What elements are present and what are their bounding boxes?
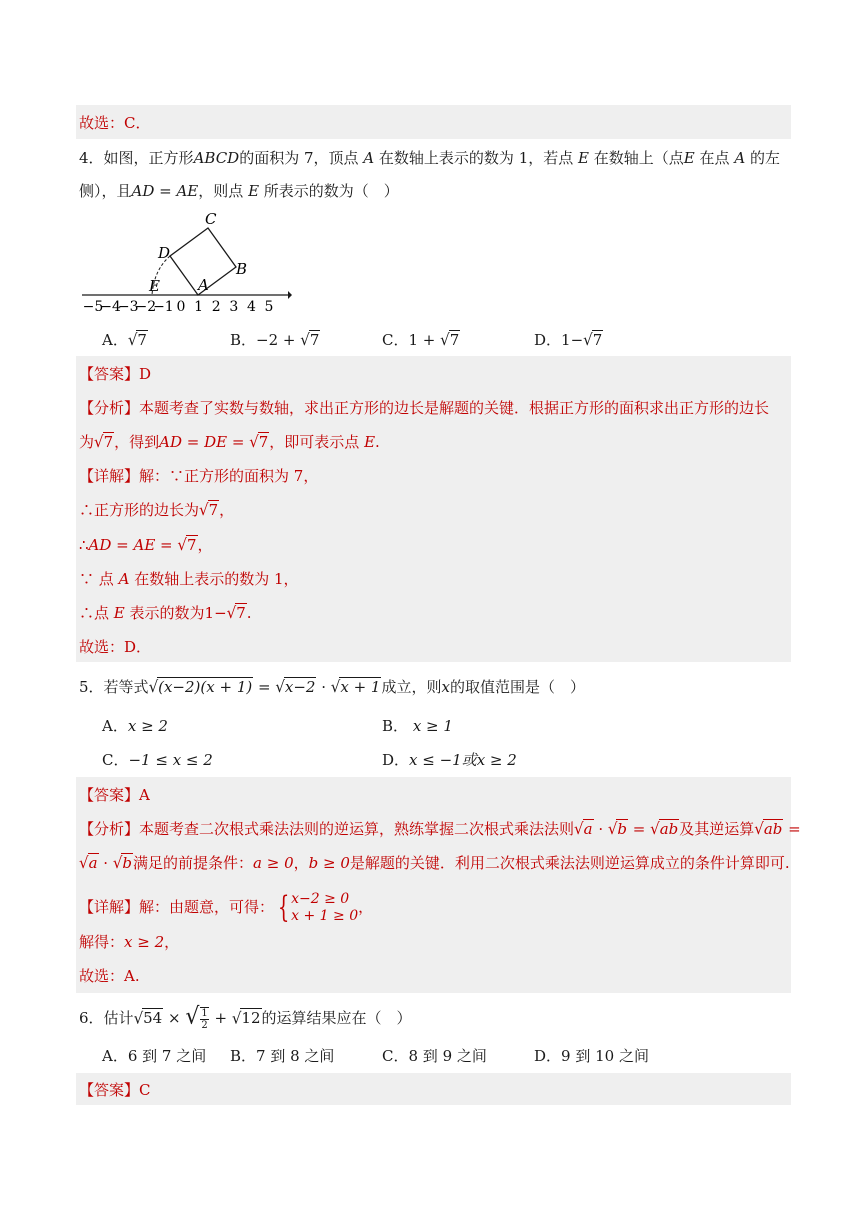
q4-figure	[76, 208, 296, 316]
q5-analysis-line1	[79, 819, 801, 839]
q3-final-label: 故选	[79, 114, 110, 132]
q6-option-a	[102, 1046, 206, 1066]
q4-point-e: E	[578, 149, 589, 167]
option-text: 6 到 7 之间	[127, 1047, 207, 1065]
option-text: 7 到 8 之间	[256, 1047, 335, 1065]
analysis-text: ·	[98, 854, 113, 872]
q5-final-line	[79, 966, 140, 986]
radicand: a	[583, 820, 593, 838]
final-text: 故选：A.	[79, 967, 140, 985]
radicand: 7	[449, 331, 460, 349]
detail-text: 解得：	[79, 933, 125, 951]
radicand: 7	[103, 433, 114, 451]
radicand: 7	[258, 433, 269, 451]
sqrt-sign: √	[574, 819, 584, 839]
fraction-numerator: 1	[201, 1008, 208, 1019]
q4-stem-text: 如图，正方形	[103, 149, 194, 167]
radicand: ab	[763, 820, 783, 838]
option-letter: C．	[382, 331, 409, 349]
detail-text: ，	[164, 933, 180, 951]
option-text: x ≥ 2	[127, 717, 168, 735]
tick-label: −4	[100, 299, 121, 315]
detail-text: ∴	[79, 536, 89, 554]
q4-point-e: E	[683, 149, 695, 167]
sqrt-sign: √	[185, 1003, 200, 1030]
analysis-text: .	[375, 433, 380, 451]
label-b: B	[236, 260, 248, 278]
label-d: D	[158, 244, 171, 262]
tick-label: 0	[176, 299, 186, 315]
q4-detail-line5	[79, 603, 252, 623]
q5-option-c	[102, 750, 213, 770]
option-letter: C．	[102, 751, 129, 769]
radicand: a	[88, 854, 98, 872]
radicand: x−2	[284, 678, 316, 696]
radicand: (x−2)(x + 1)	[158, 678, 253, 696]
detail-text: 表示的数为1−	[129, 604, 227, 622]
q4-point-a: A	[363, 149, 375, 167]
sqrt-sign: √	[231, 1008, 242, 1028]
option-text: 8 到 9 之间	[408, 1047, 487, 1065]
tick-label: −1	[153, 299, 174, 315]
inequality-1: x−2 ≥ 0	[291, 891, 350, 907]
q4-stem-text: 侧），且	[79, 182, 132, 200]
label-a: A	[198, 276, 209, 294]
sqrt-sign: √	[300, 330, 310, 350]
fraction-denominator: 2	[201, 1020, 208, 1031]
q4-detail-line1	[79, 466, 318, 486]
analysis-text: 及其逆运算	[679, 820, 755, 838]
tick-label: −5	[82, 299, 104, 315]
radicand: 54	[143, 1009, 163, 1027]
detail-label: 【详解】	[79, 898, 140, 916]
analysis-text: 本题考查了实数与数轴，求出正方形的边长是解题的关键．根据正方形的面积求出正方形的边长	[139, 399, 770, 417]
detail-text: ，	[358, 898, 374, 916]
stem-text: ·	[316, 678, 331, 696]
q4-detail-line4	[79, 569, 299, 589]
stem-text: +	[209, 1009, 232, 1027]
variable-x: x	[441, 678, 450, 696]
sqrt-sign: √	[79, 853, 89, 873]
q6-option-d	[534, 1046, 649, 1066]
radicand: 7	[236, 604, 246, 622]
radicand: x + 1	[340, 678, 381, 696]
option-letter: A．	[102, 717, 128, 735]
q6-number: 6．	[79, 1009, 104, 1027]
sqrt-sign: √	[226, 603, 237, 623]
q4-option-b	[230, 330, 320, 350]
detail-label: 【详解】	[79, 467, 140, 485]
q5-option-a	[102, 716, 168, 736]
label-e: E	[149, 277, 160, 295]
q4-option-d	[534, 330, 603, 350]
answer-value: D	[139, 365, 152, 383]
option-text: −1 ≤ x ≤ 2	[128, 751, 213, 769]
option-letter: B．	[382, 717, 409, 735]
radicand: 12	[241, 1009, 261, 1027]
tick-label: 5	[264, 299, 274, 315]
option-text: 1−	[561, 331, 584, 349]
analysis-text: ·	[593, 820, 608, 838]
q4-option-a	[102, 330, 148, 350]
tick-label: 4	[246, 299, 256, 315]
q4-square-name: ABCD	[193, 149, 240, 167]
q4-stem-line1	[79, 148, 780, 168]
stem-text: 的运算结果应在（ ）	[261, 1009, 412, 1027]
tick-labels	[83, 299, 274, 315]
q6-answer-line	[79, 1080, 151, 1100]
stem-text: 若等式	[103, 678, 149, 696]
q4-stem-text: 的左	[749, 149, 780, 167]
answer-value: C	[139, 1081, 151, 1099]
q4-stem-line2	[79, 181, 399, 201]
q4-stem-text: 所表示的数为（ ）	[263, 182, 399, 200]
point-e: E	[113, 604, 125, 622]
sqrt-sign: √	[249, 432, 259, 452]
sqrt-sign: √	[330, 677, 341, 697]
analysis-text: 满足的前提条件：	[133, 854, 254, 872]
analysis-text: 本题考查二次根式乘法法则的逆运算，熟练掌握二次根式乘法法则	[139, 820, 575, 838]
radicand: 7	[137, 331, 147, 349]
answer-label: 【答案】	[79, 365, 140, 383]
sqrt-sign: √	[127, 330, 138, 350]
radicand: b	[122, 854, 132, 872]
q4-stem-text: 的面积为 7，顶点	[239, 149, 359, 167]
point-e: E	[364, 433, 376, 451]
option-letter: B．	[230, 331, 257, 349]
detail-text: .	[246, 604, 252, 622]
label-c: C	[205, 210, 217, 228]
analysis-text: =	[628, 820, 651, 838]
detail-text: ，	[197, 536, 213, 554]
q4-point-a: A	[734, 149, 746, 167]
tick-label: −3	[117, 299, 139, 315]
detail-text: 解：由题意，可得：	[139, 898, 275, 916]
brace-icon: {	[277, 890, 290, 925]
analysis-text: ，得到	[114, 433, 160, 451]
answer-label: 【答案】	[79, 1081, 140, 1099]
radicand: 7	[186, 536, 197, 554]
analysis-text: =	[783, 820, 801, 838]
sqrt-sign: √	[440, 330, 450, 350]
sqrt-sign: √	[650, 819, 660, 839]
q5-analysis-line2	[79, 853, 790, 873]
option-letter: A．	[102, 331, 128, 349]
sqrt-sign: √	[607, 819, 618, 839]
q4-analysis-line1	[79, 398, 769, 418]
tick-label: −2	[135, 299, 157, 315]
stem-text: 成立，则	[381, 678, 442, 696]
sqrt-sign: √	[148, 677, 159, 697]
detail-text: ∴正方形的边长为	[79, 501, 200, 519]
q3-answer-box	[76, 105, 791, 139]
q6-stem	[79, 1002, 412, 1032]
q4-final-line	[79, 637, 151, 657]
sqrt-sign: √	[583, 330, 593, 350]
number-line-arrow	[288, 291, 292, 299]
tick-label: 1	[194, 299, 204, 315]
q5-stem	[79, 677, 585, 697]
sqrt-sign: √	[112, 853, 123, 873]
detail-equation: AD = AE =	[88, 536, 178, 554]
q4-detail-line2	[79, 500, 234, 520]
option-letter: D．	[382, 751, 410, 769]
q6-option-b	[230, 1046, 334, 1066]
option-letter: A．	[102, 1047, 128, 1065]
q3-final-value: ：C．	[109, 114, 151, 132]
detail-text: ∴点	[79, 604, 110, 622]
q5-answer-line	[79, 785, 150, 805]
detail-result: x ≥ 2	[124, 933, 165, 951]
sqrt-sign: √	[133, 1008, 144, 1028]
sqrt-sign: √	[754, 819, 764, 839]
q4-detail-line3	[79, 535, 213, 555]
answer-label: 【答案】	[79, 786, 140, 804]
final-text: 故选：D．	[79, 638, 152, 656]
q4-stem-text: 在数轴上表示的数为 1，若点	[378, 149, 574, 167]
option-text: 9 到 10 之间	[561, 1047, 649, 1065]
analysis-text: ，即可表示点	[269, 433, 360, 451]
option-text: x ≤ −1或x ≥ 2	[409, 751, 517, 769]
q4-stem-text: 在数轴上（点	[593, 149, 684, 167]
answer-value: A	[139, 786, 150, 804]
detail-text: ∵ 点	[79, 570, 114, 588]
q6-solution-box	[76, 1073, 791, 1105]
condition-a: a ≥ 0	[253, 854, 294, 872]
q3-final-line	[79, 113, 151, 133]
detail-text: 解：∵正方形的面积为 7，	[139, 467, 319, 485]
option-letter: B．	[230, 1047, 257, 1065]
option-letter: D．	[534, 331, 562, 349]
analysis-equation: AD = DE =	[159, 433, 250, 451]
analysis-text: 是解题的关键．利用二次根式乘法法则逆运算成立的条件计算即可.	[349, 854, 790, 872]
radicand: ab	[659, 820, 679, 838]
radicand: 7	[309, 331, 320, 349]
radicand: 7	[208, 501, 219, 519]
analysis-text: ，	[293, 854, 309, 872]
detail-text: ，	[219, 501, 235, 519]
q4-stem-text: 在点	[699, 149, 730, 167]
q5-solution-box	[76, 777, 791, 993]
point-a: A	[118, 570, 130, 588]
detail-text: 在数轴上表示的数为 1，	[134, 570, 299, 588]
q4-analysis-line2	[79, 432, 380, 452]
q5-number: 5．	[79, 678, 104, 696]
analysis-text: 为	[79, 433, 95, 451]
tick-label: 2	[211, 299, 221, 315]
condition-b: b ≥ 0	[308, 854, 350, 872]
inequality-2: x + 1 ≥ 0	[291, 908, 359, 924]
q5-option-d	[382, 750, 517, 770]
stem-text: 估计	[103, 1009, 134, 1027]
fraction	[200, 1007, 208, 1031]
q4-answer-line	[79, 364, 151, 384]
q4-number: 4．	[79, 149, 104, 167]
tick-label: 3	[229, 299, 239, 315]
stem-text: =	[253, 678, 276, 696]
q6-option-c	[382, 1046, 487, 1066]
stem-text: 的取值范围是（ ）	[449, 678, 585, 696]
sqrt-sign: √	[177, 535, 187, 555]
sqrt-sign: √	[275, 677, 285, 697]
q4-stem-text: ，则点	[198, 182, 244, 200]
q4-option-c	[382, 330, 460, 350]
option-text: 1 +	[408, 331, 441, 349]
radicand: 7	[592, 331, 603, 349]
analysis-label: 【分析】	[79, 399, 140, 417]
sqrt-sign: √	[199, 500, 209, 520]
radicand: b	[617, 820, 628, 838]
stem-text: ×	[163, 1009, 186, 1027]
q5-detail-line1	[79, 890, 373, 924]
sqrt-sign: √	[94, 432, 104, 452]
inequality-system	[291, 891, 358, 925]
q5-option-b	[382, 716, 453, 736]
option-letter: D．	[534, 1047, 562, 1065]
analysis-label: 【分析】	[79, 820, 140, 838]
q4-point-e: E	[248, 182, 260, 200]
q4-equation: AD = AE	[131, 182, 199, 200]
option-text: x ≥ 1	[412, 717, 453, 735]
option-text: −2 +	[256, 331, 301, 349]
q5-detail-line2	[79, 932, 179, 952]
option-letter: C．	[382, 1047, 409, 1065]
